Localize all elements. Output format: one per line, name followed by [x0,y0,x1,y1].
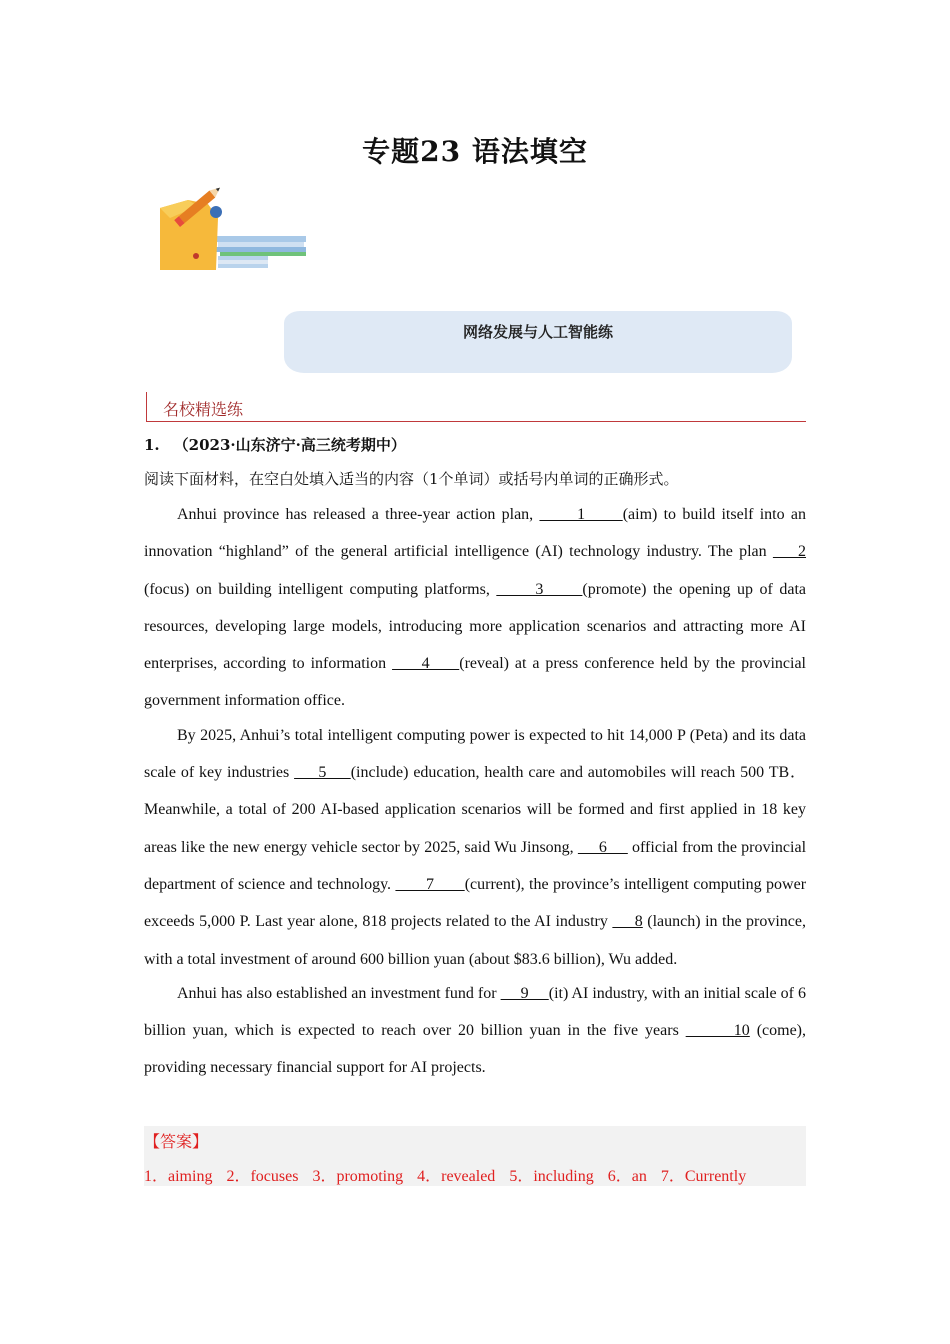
topic-banner [284,311,792,373]
question-instruction: 阅读下面材料，在空白处填入适当的内容（1个单词）或括号内单词的正确形式。 [144,470,679,488]
reading-passage [144,496,806,1084]
answer-box [144,1126,806,1186]
answer-item: 7．Currently [660,1168,747,1185]
blank-1: 1 [539,506,623,523]
answer-item: 3．promoting [312,1168,404,1185]
answer-item: 4．revealed [417,1168,496,1185]
blank-8: 8 [612,913,643,931]
question-source: （2023·山东济宁·高三统考期中） [173,436,406,454]
pencil-books-illustration [158,178,308,273]
blank-5: 5 [294,764,351,782]
blank-2: 2 [772,543,807,561]
passage-paragraph-2: By 2025, Anhui’s total intelligent computing power is expected to hit 14,000 P (Peta) and its data scale of key industries 5 (include) education, health care and automobiles will reach 500 TB．Meanwhile, a total of 200 AI-based application scenarios will be formed and first applied in 18 key areas like the new energy vehicle sector by 2025, said Wu Jinsong, 6 official from the provincial department of science and technology. 7 (current), the province’s intelligent computing power exceeds 5,000 P. Last year alone, 818 projects related to the AI industry 8 (launch) in the province, with a total investment of around 600 billion yuan (about $83.6 billion), Wu added. [144,726,807,968]
blank-7: 7 [395,875,465,893]
section-heading [146,392,806,422]
question-header [144,434,406,455]
blank-3: 3 [496,580,583,598]
passage-paragraph-3: Anhui has also established an investment fund for 9 (it) AI industry, with an initial scale of 6 billion yuan, which is expected to reach over 20 billion yuan in the five years 10 (come), providing necessary financial support for AI projects. [144,984,806,1077]
section-heading-text: 名校精选练 [163,400,244,419]
blank-10: 10 [685,1022,750,1040]
answer-item: 1．aiming [144,1168,213,1185]
answer-list [144,1163,760,1186]
answer-label: 【答案】 [144,1132,209,1151]
question-number: 1. [144,436,160,454]
answer-item: 6．an [607,1168,647,1185]
blank-6: 6 [577,838,628,856]
section-heading-bar [146,392,147,421]
passage-paragraph-1: Anhui province has released a three-year action plan, 1 (aim) to build itself into an innovation “highland” of the general artificial intelligence (AI) technology industry. The plan 2 (focus) on building intelligent computing platforms, 3 (promote) the opening up of data resources, developing large models, introducing more application scenarios and attracting more AI enterprises, according to information 4 (reveal) at a press conference held by the provincial government information office. [144,506,807,710]
answer-item: 2．focuses [226,1168,299,1185]
blank-9: 9 [500,984,549,1002]
page-title: 专题23 语法填空 [362,135,588,168]
answer-item: 5．including [509,1168,594,1185]
topic-banner-text: 网络发展与人工智能练 [462,323,613,341]
blank-4: 4 [392,655,460,673]
